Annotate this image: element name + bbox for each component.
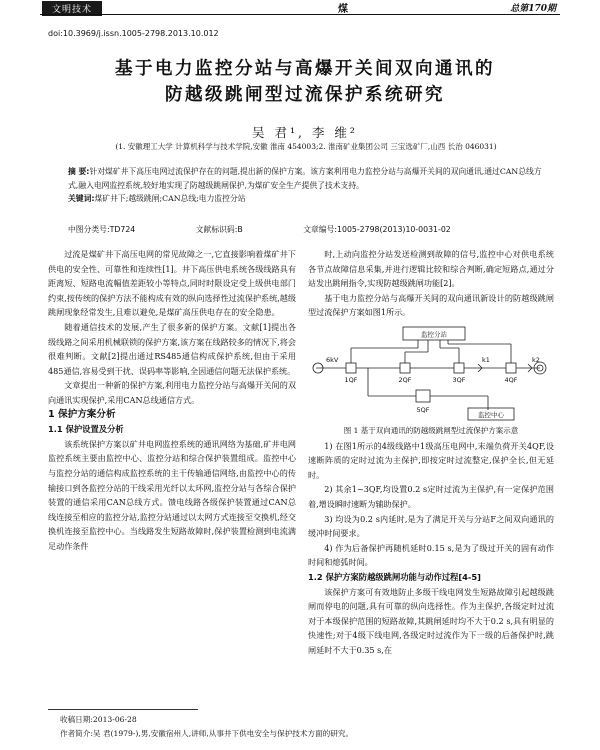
switch-2qf xyxy=(400,363,410,373)
doi: doi:10.3969/j.issn.1005-2798.2013.10.012 xyxy=(48,29,219,38)
paragraph: 3) 均设为0.2 s内延时,是为了满足开关与分站F之间双向通讯的缓冲时间要求。 xyxy=(308,513,554,539)
label-station: 监控分站 xyxy=(421,330,447,339)
switch-1qf xyxy=(346,363,356,373)
figure-1-diagram xyxy=(308,324,554,424)
switch-4qf xyxy=(506,363,516,373)
classification-line xyxy=(68,224,546,235)
clc-number: 中图分类号:TD724 xyxy=(68,225,136,234)
paragraph: 基于电力监控分站与高爆开关间的双向通讯新设计的防越级跳闸型过流保护方案如图1所示。 xyxy=(308,292,554,318)
label-1qf: 1QF xyxy=(344,375,358,384)
label-3qf: 3QF xyxy=(452,375,466,384)
paragraph: 1) 在图1所示的4级线路中1级高压电网中,末端负荷开关4QF,设速断阵质的定时过流为主保护,即按定时过流整定,保护全长,但无延时。 xyxy=(308,440,554,480)
label-k1: k1 xyxy=(482,355,490,364)
label-2qf: 2QF xyxy=(398,375,412,384)
header-mark: 煤 xyxy=(338,4,348,15)
label-bus: 6kV xyxy=(326,355,339,364)
abstract-label: 摘 要: xyxy=(68,167,90,176)
paragraph: 随着通信技术的发展,产生了很多新的保护方案。文献[1]提出各级线路之间采用机械联锁的保护方案,该方案在线路较多的情况下,将会很难判断。文献[2]提出通过RS485通信构成保护系统,但由于采用485通信,容易受到干扰、误码率等影响,全因通信问题无法保护系统。 xyxy=(48,321,296,376)
paragraph: 文章提出一种新的保护方案,利用电力监控分站与高爆开关间的双向通讯实现保护,采用CAN总线通信方式。 xyxy=(48,380,296,405)
title-line-1: 基于电力监控分站与高爆开关间双向通讯的 xyxy=(115,59,495,79)
label-4qf: 4QF xyxy=(504,375,518,384)
abstract xyxy=(68,165,546,206)
header-rule xyxy=(40,14,560,15)
paragraph: 4) 作为后备保护再随机延时0.15 s,是为了级过开关的固有动作时间和熄弧时间。 xyxy=(308,542,554,568)
paragraph: 时,上动向监控分站发送检测到故障的信号,监控中心对供电系统各节点故障信息采集,并进行逻辑比较和综合判断,确定短路点,通过分站发出跳闸指令,实现防越级跳闸功能[2]。 xyxy=(308,249,554,289)
keywords-label: 关键词: xyxy=(68,194,95,203)
left-column xyxy=(48,247,296,553)
right-column xyxy=(308,247,554,657)
label-5qf: 5QF xyxy=(416,405,430,414)
title-line-2: 防越级跳闸型过流保护系统研究 xyxy=(165,85,445,105)
footnote-author-bio: 作者简介:吴 君(1979-),男,安徽宿州人,讲师,从事井下供电安全与保护技术方面的研究。 xyxy=(60,729,354,738)
document-code: 文献标识码:B xyxy=(195,225,243,234)
switch-5qf xyxy=(416,390,430,402)
section-heading: 1 保护方案分析 xyxy=(48,408,116,420)
subsection-heading: 1.2 保护方案防越级跳闸功能与动作过程[4-5] xyxy=(308,571,481,582)
article-number: 文章编号:1005-2798(2013)10-0031-02 xyxy=(303,225,451,234)
label-k2: k2 xyxy=(532,355,540,364)
paragraph: 2) 其余1~3QF,均设置0.2 s定时过流为主保护,有一定保护范围着,增设瞬时速断为辅助保护。 xyxy=(308,484,554,509)
paragraph: 过流是煤矿井下高压电网的常见故障之一,它直接影响着煤矿井下供电的安全性、可靠性和连续性[1]。井下高压供电系统各级线路具有距离短、短路电流幅值差距较小等特点,同时时限设定受上级供电部门约束,按传统的保护方法不能构成有效的纵向选择性过流保护系统,越级跳闸现象经常发生,且难以避免,是煤矿高压供电存在的安全隐患。 xyxy=(48,249,296,318)
affiliations: (1. 安徽理工大学 计算机科学与技术学院,安徽 淮南 454003;2. 淮南矿业集团公司 三宝选矿厂,山西 长治 046031) xyxy=(115,142,497,151)
switch-3qf xyxy=(454,363,464,373)
header-section-label: 文明技术 xyxy=(42,1,102,16)
paragraph: 该保护方案可有效地防止多级干线电网发生短路故障引起越级跳闸而停电的问题,具有可靠的纵向选择性。作为主保护,各级定时过流对于本级保护范围的短路故障,其跳闸延时均不大于0.2 s,具有明显的快速性;对于4级下线电网,各级定时过流作为下一级的后备保护时,跳闸延时不大于0.35 s,在 xyxy=(308,586,554,655)
subsection-heading: 1.1 保护设置及分析 xyxy=(48,424,124,435)
keywords-text: 煤矿井下;越级跳闸;CAN总线;电力监控分站 xyxy=(94,194,246,203)
authors: 吴 君¹, 李 维² xyxy=(252,125,358,140)
figure-1-caption: 图 1 基于双向通讯的防越级跳闸型过流保护方案示意 xyxy=(343,425,519,435)
running-header xyxy=(0,0,600,14)
footnote-rule xyxy=(48,709,198,710)
label-center: 监控中心 xyxy=(478,410,504,419)
paragraph: 该系统保护方案以矿井电网监控系统的通讯网络为基础,矿井电网监控系统主要由监控中心、监控分站和综合保护装置组成。监控中心与监控分站的通信构成监控系统的主干传输通信网络,由监控中心的传输接口到各监控分站的干线采用光纤以太环网,监控分站与各综合保护装置的通信采用CAN总线方式。馈电线路各级保护装置通过CAN总线连接至相应的监控分站,监控分站通过以太网方式连接至交换机,经交换机连接至监控中心。当线路发生短路故障时,保护装置检测到电流满足动作条件 xyxy=(48,438,296,551)
header-journal-issue: 总第170期 xyxy=(510,4,556,14)
footnote-received: 收稿日期:2013-06-28 xyxy=(60,715,137,724)
abstract-text: 针对煤矿井下高压电网过流保护存在的问题,提出新的保护方案。该方案利用电力监控分站与高爆开关间的双向通讯,通过CAN总线方式,融入电网监控系统,较好地实现了防越级跳闸保护,为煤矿安全生产提供了技术支持。 xyxy=(68,167,542,190)
